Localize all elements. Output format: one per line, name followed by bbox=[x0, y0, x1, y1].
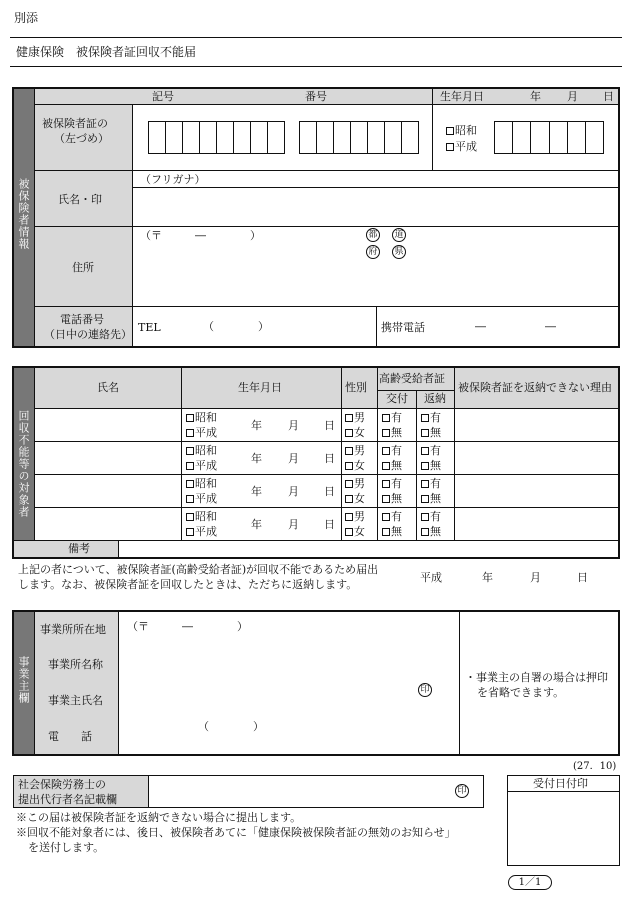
employer-section-label: 事業主欄 bbox=[17, 656, 30, 704]
header-bg bbox=[35, 89, 432, 104]
col-issue: 交付 bbox=[386, 392, 408, 405]
day-label: 日 bbox=[577, 571, 588, 584]
heisei-option[interactable]: 平成 bbox=[446, 141, 477, 152]
employer-postal-field[interactable]: （〒 ― ） bbox=[127, 620, 248, 633]
col-elderly: 高齢受給者証 bbox=[379, 372, 445, 385]
checkbox-icon bbox=[421, 495, 429, 503]
month-label: 月 bbox=[288, 452, 299, 465]
checkbox-icon bbox=[345, 513, 353, 521]
checkbox-icon bbox=[345, 429, 353, 437]
showa-option[interactable]: 昭和 bbox=[446, 125, 477, 136]
employer-note-1: ・事業主の自署の場合は押印 bbox=[465, 671, 608, 684]
remarks-field[interactable] bbox=[120, 541, 618, 557]
phone-label-sub: （日中の連絡先） bbox=[44, 328, 132, 341]
showa-option[interactable]: 昭和 bbox=[186, 445, 217, 456]
year-label: 年 bbox=[251, 452, 262, 465]
page-number: 1／1 bbox=[508, 875, 552, 890]
male-option[interactable]: 男 bbox=[345, 445, 365, 456]
employer-note-2: を省略できます。 bbox=[477, 686, 565, 699]
bango-input[interactable] bbox=[299, 121, 419, 154]
issue-no-option[interactable]: 無 bbox=[382, 460, 402, 471]
checkbox-icon bbox=[421, 462, 429, 470]
checkbox-icon bbox=[421, 480, 429, 488]
day-label: 日 bbox=[324, 452, 335, 465]
checkbox-icon bbox=[186, 513, 194, 521]
return-yes-option[interactable]: 有 bbox=[421, 478, 441, 489]
male-option[interactable]: 男 bbox=[345, 511, 365, 522]
office-location-label: 事業所所在地 bbox=[40, 623, 106, 636]
office-name-label: 事業所名称 bbox=[48, 658, 103, 671]
pref-fu-mark: 府 bbox=[366, 245, 380, 259]
owner-name-label: 事業主氏名 bbox=[48, 694, 103, 707]
return-no-option[interactable]: 無 bbox=[421, 526, 441, 537]
month-label: 月 bbox=[530, 571, 541, 584]
heisei-option[interactable]: 平成 bbox=[186, 493, 217, 504]
tel-label: TEL bbox=[138, 321, 161, 334]
month-label: 月 bbox=[567, 90, 578, 103]
checkbox-icon bbox=[186, 495, 194, 503]
checkbox-icon bbox=[382, 495, 390, 503]
checkbox-icon bbox=[186, 528, 194, 536]
submit-era: 平成 bbox=[420, 571, 442, 584]
checkbox-icon bbox=[186, 414, 194, 422]
female-option[interactable]: 女 bbox=[345, 460, 365, 471]
table-row bbox=[35, 442, 618, 474]
remarks-label: 備考 bbox=[68, 542, 90, 555]
day-label: 日 bbox=[603, 90, 614, 103]
checkbox-icon bbox=[446, 143, 454, 151]
form-version: (27．10) bbox=[573, 761, 617, 772]
name-field[interactable] bbox=[134, 188, 616, 225]
kigo-label: 記号 bbox=[152, 90, 174, 103]
name-seal-label: 氏名・印 bbox=[58, 193, 102, 206]
checkbox-icon bbox=[186, 429, 194, 437]
furigana-label: （フリガナ） bbox=[140, 173, 206, 186]
checkbox-icon bbox=[345, 462, 353, 470]
return-no-option[interactable]: 無 bbox=[421, 460, 441, 471]
day-label: 日 bbox=[324, 419, 335, 432]
col-gender: 性別 bbox=[345, 381, 367, 394]
note-3: を送付します。 bbox=[28, 841, 105, 854]
mobile-dash: ― bbox=[475, 320, 486, 333]
col-dob: 生年月日 bbox=[238, 381, 282, 394]
remarks-label-bg bbox=[14, 541, 118, 557]
agent-seal-mark: 印 bbox=[455, 784, 469, 798]
month-label: 月 bbox=[288, 518, 299, 531]
address-label: 住所 bbox=[72, 261, 94, 274]
issue-no-option[interactable]: 無 bbox=[382, 526, 402, 537]
statement-line-1: 上記の者について、被保険者証(高齢受給者証)が回収不能であるため届出 bbox=[18, 563, 379, 576]
showa-option[interactable]: 昭和 bbox=[186, 511, 217, 522]
checkbox-icon bbox=[186, 447, 194, 455]
card-label-sub: （左づめ） bbox=[54, 132, 109, 145]
checkbox-icon bbox=[345, 447, 353, 455]
checkbox-icon bbox=[382, 414, 390, 422]
note-2: ※回収不能対象者には、後日、被保険者あてに「健康保険被保険者証の無効のお知らせ」 bbox=[16, 826, 456, 839]
card-label: 被保険者証の bbox=[42, 117, 108, 130]
month-label: 月 bbox=[288, 485, 299, 498]
pref-do-mark: 道 bbox=[392, 228, 406, 242]
agent-label-1: 社会保険労務士の bbox=[18, 778, 106, 791]
checkbox-icon bbox=[345, 528, 353, 536]
checkbox-icon bbox=[345, 495, 353, 503]
employer-seal-mark: 印 bbox=[418, 683, 432, 697]
issue-yes-option[interactable]: 有 bbox=[382, 511, 402, 522]
return-no-option[interactable]: 無 bbox=[421, 427, 441, 438]
checkbox-icon bbox=[186, 462, 194, 470]
month-label: 月 bbox=[288, 419, 299, 432]
form-title: 健康保険 被保険者証回収不能届 bbox=[16, 45, 197, 59]
divider bbox=[10, 37, 622, 38]
agent-label-2: 提出代行者名記載欄 bbox=[18, 793, 117, 806]
checkbox-icon bbox=[382, 528, 390, 536]
checkbox-icon bbox=[382, 447, 390, 455]
attachment-label: 別添 bbox=[14, 11, 39, 25]
postal-code-field[interactable]: （〒 ― ） bbox=[140, 229, 261, 242]
checkbox-icon bbox=[382, 513, 390, 521]
receipt-stamp-label: 受付日付印 bbox=[533, 777, 588, 790]
year-label: 年 bbox=[251, 419, 262, 432]
phone-label: 電話番号 bbox=[60, 313, 104, 326]
mobile-dash: ― bbox=[545, 320, 556, 333]
return-yes-option[interactable]: 有 bbox=[421, 445, 441, 456]
pref-to-mark: 都 bbox=[366, 228, 380, 242]
male-option[interactable]: 男 bbox=[345, 412, 365, 423]
dob-label: 生年月日 bbox=[440, 90, 484, 103]
dob-input[interactable] bbox=[494, 121, 604, 154]
return-no-option[interactable]: 無 bbox=[421, 493, 441, 504]
checkbox-icon bbox=[382, 429, 390, 437]
targets-section-label: 回収不能等の対象者 bbox=[17, 410, 30, 518]
insured-section-label: 被保険者情報 bbox=[17, 178, 30, 250]
checkbox-icon bbox=[421, 429, 429, 437]
issue-yes-option[interactable]: 有 bbox=[382, 445, 402, 456]
statement-line-2: します。なお、被保険者証を回収したときは、ただちに返納します。 bbox=[18, 578, 358, 591]
checkbox-icon bbox=[382, 480, 390, 488]
day-label: 日 bbox=[324, 485, 335, 498]
female-option[interactable]: 女 bbox=[345, 493, 365, 504]
issue-no-option[interactable]: 無 bbox=[382, 493, 402, 504]
checkbox-icon bbox=[446, 127, 454, 135]
return-yes-option[interactable]: 有 bbox=[421, 511, 441, 522]
return-yes-option[interactable]: 有 bbox=[421, 412, 441, 423]
tel-area-code[interactable]: （ ） bbox=[203, 320, 269, 333]
year-label: 年 bbox=[251, 485, 262, 498]
issue-yes-option[interactable]: 有 bbox=[382, 412, 402, 423]
showa-option[interactable]: 昭和 bbox=[186, 412, 217, 423]
checkbox-icon bbox=[421, 414, 429, 422]
bango-label: 番号 bbox=[305, 90, 327, 103]
agent-name-field[interactable] bbox=[150, 777, 450, 806]
day-label: 日 bbox=[324, 518, 335, 531]
year-label: 年 bbox=[530, 90, 541, 103]
year-label: 年 bbox=[251, 518, 262, 531]
table-row bbox=[35, 475, 618, 507]
checkbox-icon bbox=[345, 414, 353, 422]
checkbox-icon bbox=[421, 528, 429, 536]
issue-no-option[interactable]: 無 bbox=[382, 427, 402, 438]
table-row bbox=[35, 409, 618, 441]
divider bbox=[10, 66, 622, 67]
checkbox-icon bbox=[421, 513, 429, 521]
checkbox-icon bbox=[382, 462, 390, 470]
mobile-label: 携帯電話 bbox=[381, 321, 425, 334]
note-1: ※この届は被保険者証を返納できない場合に提出します。 bbox=[16, 811, 302, 824]
issue-yes-option[interactable]: 有 bbox=[382, 478, 402, 489]
employer-phone-label: 電 話 bbox=[48, 730, 92, 743]
pref-ken-mark: 県 bbox=[392, 245, 406, 259]
heisei-option[interactable]: 平成 bbox=[186, 427, 217, 438]
heisei-option[interactable]: 平成 bbox=[186, 526, 217, 537]
col-name: 氏名 bbox=[97, 381, 119, 394]
kigo-input[interactable] bbox=[148, 121, 285, 154]
employer-tel-field[interactable]: （ ） bbox=[198, 720, 264, 733]
checkbox-icon bbox=[421, 447, 429, 455]
checkbox-icon bbox=[345, 480, 353, 488]
heisei-option[interactable]: 平成 bbox=[186, 460, 217, 471]
table-row bbox=[35, 508, 618, 540]
col-return: 返納 bbox=[424, 392, 446, 405]
female-option[interactable]: 女 bbox=[345, 427, 365, 438]
showa-option[interactable]: 昭和 bbox=[186, 478, 217, 489]
col-reason: 被保険者証を返納できない理由 bbox=[458, 381, 612, 394]
female-option[interactable]: 女 bbox=[345, 526, 365, 537]
checkbox-icon bbox=[186, 480, 194, 488]
year-label: 年 bbox=[482, 571, 493, 584]
male-option[interactable]: 男 bbox=[345, 478, 365, 489]
